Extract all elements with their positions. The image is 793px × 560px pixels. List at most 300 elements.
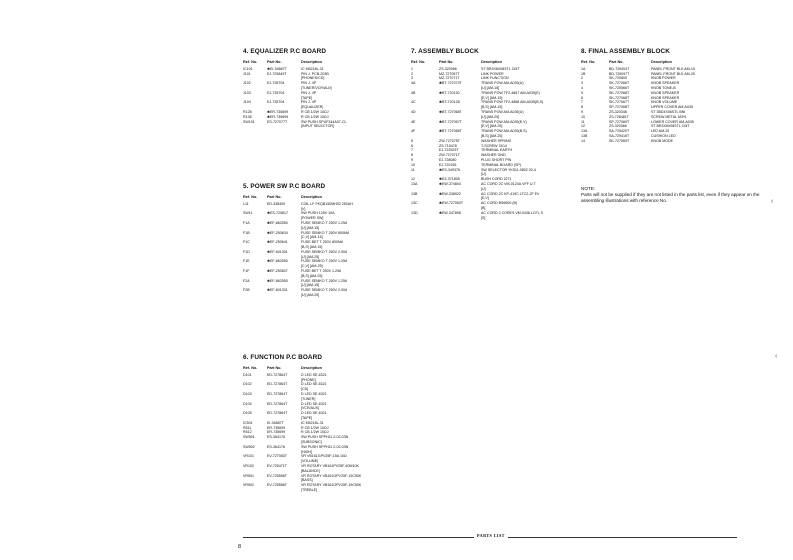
part-no: ZW-727075T: [439, 138, 460, 143]
part-no: SK-727068T: [609, 95, 630, 100]
table-row: [243, 435, 361, 445]
part-no: SK-727066T: [609, 81, 630, 86]
part-no: EV-725556T: [267, 483, 287, 488]
ref-no: 7: [581, 100, 583, 105]
scan-mark: ‹: [771, 198, 774, 205]
ref-no: 3: [581, 81, 583, 86]
description-line: R CB 1/2W 10ΩJ: [301, 430, 329, 435]
ref-no: 4A: [411, 81, 416, 86]
ref-no: 4C: [411, 100, 416, 105]
ref-no: F2B: [243, 288, 250, 293]
table-row: [411, 192, 543, 202]
description-line: KNOB SPEAKER: [651, 90, 680, 95]
footer-label: PARTS LIST: [474, 533, 508, 538]
description-line: SW PUSH SPPH11 2-02-03N: [301, 435, 349, 440]
table-row: [243, 91, 347, 101]
description-line: COIL LF FKQB150MH02 250UH: [301, 201, 353, 206]
ref-no: F1D: [243, 249, 250, 254]
table-row: [243, 259, 353, 269]
description-line: PIN J. 4P: [301, 81, 317, 86]
function-section: [243, 354, 361, 493]
description-line: [U]: [481, 186, 486, 191]
description-line: SW PUSH 125V 10A: [301, 211, 335, 216]
ref-no: SW502: [243, 444, 255, 449]
part-no: ✱EW-338922: [439, 191, 461, 196]
part-no: SK-727068T: [609, 90, 630, 95]
ref-no: J102: [243, 81, 251, 86]
table-row: [411, 168, 543, 178]
description: [301, 279, 347, 289]
description-line: [CD]: [301, 387, 309, 392]
ref-no: R128: [243, 109, 252, 114]
description: [301, 373, 327, 383]
description-line: [U] [AM-15]: [481, 85, 500, 90]
part-no: ✱ES-720817: [267, 211, 288, 216]
ref-no: 10: [411, 162, 415, 167]
col-ref-header: Ref. No.: [243, 195, 258, 199]
description-line: [B,S] [AM-25]: [481, 133, 503, 138]
description-line: CUSHION LED: [651, 133, 676, 138]
description-line: [BALANCE]: [301, 468, 320, 473]
description-line: [B,S] [AM-15]: [301, 244, 323, 249]
part-no: ED-727864T: [267, 391, 288, 396]
description-line: [TAPE]: [301, 415, 313, 420]
ref-no: 14: [581, 138, 585, 143]
description-line: VR ROTARY VB161GPV25F-15C50K: [301, 473, 362, 478]
part-no: SK-727067T: [609, 100, 630, 105]
description: [301, 202, 353, 212]
table-row: [243, 202, 353, 212]
part-no: ZS-320066: [609, 124, 627, 129]
part-no: ✱BT-727073T: [439, 81, 462, 86]
part-no: ✱EW-374804: [439, 181, 461, 186]
ref-no: 4B: [411, 90, 416, 95]
col-desc-header: Description: [301, 60, 322, 64]
description-line: [V]: [301, 206, 306, 211]
part-no: SK-725566T: [609, 85, 630, 90]
description-line: WASHER SPRING: [481, 138, 512, 143]
part-no: EV-727083T: [267, 454, 287, 459]
ref-no: 4E: [411, 119, 416, 124]
description-line: R CB 1/2W 10ΩJ: [301, 114, 329, 119]
table-row: [243, 288, 353, 298]
part-no: EJ-720155: [439, 162, 457, 167]
part-no: ✱EF-601301: [267, 249, 288, 254]
description-line: TERMINAL BOARD (SP): [481, 162, 522, 167]
col-part-header: Part No.: [267, 366, 282, 370]
description: [301, 211, 335, 221]
part-no: ✱EF-601301: [267, 288, 288, 293]
description-line: [TUNER/VCR/AUX]: [301, 85, 333, 90]
part-no: ✱EW-347898: [439, 210, 461, 215]
part-no: EI-34687T: [267, 420, 284, 425]
description-line: TRANS POW AM-A035(U): [481, 109, 524, 114]
ref-no: VR501: [243, 473, 254, 478]
description: [301, 411, 327, 421]
part-no: EV-725556T: [267, 473, 287, 478]
part-no: ✱BT-727067T: [439, 119, 462, 124]
ref-no: 11: [581, 119, 585, 124]
description-line: [E,V] [AM-25]: [481, 124, 503, 129]
description-line: [S]: [481, 215, 486, 220]
table-row: [243, 454, 361, 464]
description: [481, 182, 536, 192]
description-line: AC CORD 2 CORES VM-0436.LCFL S: [481, 210, 543, 215]
part-no: BD-729404T: [609, 66, 630, 71]
description-line: LINK POWER: [481, 71, 504, 76]
description-line: LINK FUNCTION: [481, 76, 509, 81]
note-block: [581, 186, 774, 205]
description-line: FUSE SEMKO T 250V 2.00A: [301, 288, 348, 293]
table-row: [243, 250, 353, 260]
table-row: [243, 474, 361, 484]
description: [481, 192, 539, 202]
description: [481, 211, 543, 221]
section-title: 4. EQUALIZER P.C BOARD: [243, 48, 327, 55]
col-desc-header: Description: [481, 60, 502, 64]
ref-no: VR502: [243, 483, 254, 488]
table-row: [243, 483, 361, 493]
ref-no: VR102: [243, 463, 254, 468]
ref-no: 2: [581, 76, 583, 81]
description: [301, 464, 359, 474]
description-line: PLUG SHORT PIN: [481, 157, 512, 162]
description-line: FUSE SEMKO T 250V 800MA: [301, 230, 350, 235]
description-line: [E,V]: [481, 196, 489, 201]
ref-no: F1F: [243, 268, 250, 273]
description-line: KNOB SPEAKER: [651, 95, 680, 100]
part-no: ✱EZ-371805: [439, 177, 460, 182]
description: [301, 445, 348, 455]
ref-no: 13B: [581, 133, 588, 138]
note-title: NOTE:: [581, 186, 596, 191]
ref-no: L11: [243, 201, 249, 206]
table-row: [243, 269, 353, 279]
ref-no: 11: [411, 167, 415, 172]
part-no: ✱ER-735699: [267, 109, 289, 114]
section-title: 8. FINAL ASSEMBLY BLOCK: [581, 48, 670, 55]
part-no: EJ-728080: [439, 157, 457, 162]
ref-no: D103: [243, 391, 252, 396]
table-row: [243, 72, 347, 82]
description: [301, 474, 361, 484]
ref-no: D102: [243, 382, 252, 387]
col-desc-header: Description: [301, 366, 322, 370]
ref-no: IC101: [243, 66, 253, 71]
page-number: 8: [238, 544, 242, 550]
description-line: AC CORD BS6500 (B): [481, 201, 518, 206]
description-line: [BASS]: [301, 478, 313, 483]
description: [301, 240, 343, 250]
part-no: EV-725471T: [267, 463, 287, 468]
description-line: [U] [AM-25]: [481, 114, 500, 119]
power-sw-section: [243, 183, 353, 298]
description-line: [C,V] [AM-25]: [301, 264, 323, 269]
description-line: TRANS POW AM-A035(E,V): [481, 119, 527, 124]
ref-no: 5: [581, 90, 583, 95]
part-no: ✱EF-662550: [267, 278, 288, 283]
table-row: [243, 221, 353, 231]
table-header: [581, 60, 695, 65]
ref-no: 7: [411, 148, 413, 153]
ref-no: 4D: [411, 109, 416, 114]
description-line: VR ROTARY VB161GPV25F-15C50K: [301, 483, 362, 488]
ref-no: R512: [243, 430, 252, 435]
table-row: [411, 81, 543, 91]
description-line: R CB 1/2W 10ΩJ: [301, 109, 329, 114]
table-row: [243, 445, 361, 455]
description-line: [C,V] [AM-15]: [301, 235, 323, 240]
part-no: SA-729420T: [609, 129, 630, 134]
description-line: [VCR/AUX]: [301, 406, 319, 411]
description-line: ST BR3X6X08STL CMT: [481, 66, 520, 71]
description-line: SW PUSH SPUF344A37-CL: [301, 119, 347, 124]
ref-no: 5: [411, 138, 413, 143]
ref-no: J104: [243, 100, 251, 105]
description: [301, 382, 327, 392]
description-line: D LED SE-6321: [301, 401, 327, 406]
part-no: SP-727069T: [609, 119, 630, 124]
ref-no: 1A: [581, 66, 586, 71]
part-no: EJ-735704: [267, 90, 285, 95]
ref-no: D101: [243, 372, 252, 377]
description: [301, 288, 347, 298]
description: [301, 120, 347, 130]
part-no: ZS-320348: [609, 109, 627, 114]
col-part-header: Part No.: [267, 195, 282, 199]
col-desc-header: Description: [651, 60, 672, 64]
part-no: ZS-320066: [439, 66, 457, 71]
description: [301, 221, 347, 231]
ref-no: 4: [581, 85, 583, 90]
ref-no: 13A: [581, 129, 588, 134]
part-no: MZ-727071T: [439, 76, 460, 81]
table-row: [243, 373, 361, 383]
section-title: 5. POWER SW P.C BOARD: [243, 183, 326, 190]
part-no: ✱BT-727066T: [439, 129, 462, 134]
part-no: ER-735699: [267, 430, 286, 435]
description-line: [B,S] [AM-25]: [301, 273, 323, 278]
part-no: ✱BT-720130: [439, 90, 460, 95]
ref-no: F2A: [243, 278, 250, 283]
part-no: ZS-715478: [439, 143, 457, 148]
table-row: [411, 129, 543, 139]
part-no: ED-727864T: [267, 372, 288, 377]
description: [481, 201, 517, 211]
part-no: ✱EF-250607: [267, 268, 288, 273]
table-row: [243, 411, 361, 421]
description: [651, 139, 673, 144]
part-no: ZS-728481T: [609, 114, 629, 119]
description-line: FUSE SEMKO T 250V 1.25A: [301, 278, 348, 283]
description-line: [VOLUME]: [301, 459, 319, 464]
description-line: LOWER COVER AM-A035: [651, 119, 694, 124]
ref-no: 13A: [411, 181, 418, 186]
part-no: ✱EF-662550: [267, 220, 288, 225]
ref-no: 10: [581, 114, 585, 119]
col-part-header: Part No.: [267, 60, 282, 64]
description: [481, 91, 540, 101]
ref-no: J101: [243, 71, 251, 76]
table-row: [243, 464, 361, 474]
ref-no: D104: [243, 401, 252, 406]
description-line: T-SCREW 3X14: [481, 143, 507, 148]
ref-no: IC501: [243, 420, 253, 425]
ref-no: 2: [411, 71, 413, 76]
description-line: FUSE BET T 250V 800MA: [301, 240, 344, 245]
description: [301, 483, 361, 493]
ref-no: 1: [411, 66, 413, 71]
description-line: D LED SE-6321: [301, 391, 327, 396]
description-line: R CB 1/2W 10ΩJ: [301, 425, 329, 430]
description-line: LED AM-25: [651, 129, 670, 134]
ref-no: SW11: [243, 211, 253, 216]
part-no: SP-727068T: [609, 105, 630, 110]
description-line: [TUNER]: [301, 396, 316, 401]
description-line: [U] [AM-15]: [301, 225, 320, 230]
description-line: PIN J. PCB-203B: [301, 71, 329, 76]
ref-no: VR101: [243, 454, 254, 459]
col-desc-header: Description: [301, 195, 322, 199]
description-line: IC M5218L-31: [301, 420, 324, 425]
description-line: [TAPE]: [301, 95, 313, 100]
ref-no: R511: [243, 425, 252, 430]
table-row: [411, 182, 543, 192]
description: [301, 91, 316, 101]
description-line: [B,S] [AM-15]: [481, 105, 503, 110]
part-no: BD-729097T: [609, 71, 630, 76]
part-no: ED-727864T: [267, 401, 288, 406]
table-header: [243, 60, 347, 65]
table-row: [243, 120, 347, 130]
description-line: IC M5218L-31: [301, 66, 324, 71]
description-line: AC CORD 2C VM-0124A.VFF U.T: [481, 181, 536, 186]
description-line: ST 3BD4X06STL BNI: [651, 109, 686, 114]
part-no: ✱EI-34687T: [267, 66, 287, 71]
description: [481, 100, 543, 110]
table-row: [243, 211, 353, 221]
table-row: [243, 402, 361, 412]
description-line: VR ROTARY VB161PV25F-40M10K: [301, 463, 359, 468]
description-line: PIN J. 4P: [301, 90, 317, 95]
description-line: PANEL FRONT BLK AM-15: [651, 66, 695, 71]
equalizer-section: [243, 48, 347, 129]
description: [301, 269, 341, 279]
table-row: [243, 231, 353, 241]
part-no: ✱ER-735699: [267, 114, 289, 119]
description-line: [SUBSONIC]: [301, 439, 322, 444]
description-line: FUSE SEMKO T 250V 1.25A: [301, 259, 348, 264]
table-row: [243, 382, 361, 392]
ref-no: 8: [581, 105, 583, 110]
table-row: [411, 211, 543, 221]
ref-no: SW101: [243, 119, 255, 124]
description-line: BUSH CORD 2271: [481, 177, 512, 182]
description-line: KNOB TONE-B: [651, 85, 676, 90]
description-line: [HIGH]: [301, 449, 312, 454]
description-line: WASHER GND: [481, 153, 506, 158]
description-line: KNOB MODE: [651, 138, 673, 143]
description-line: [POWER SW]: [301, 216, 324, 221]
table-row: [581, 139, 695, 144]
description: [301, 259, 347, 269]
description-line: [U]: [481, 172, 486, 177]
part-no: ES-364176: [267, 435, 285, 440]
col-ref-header: Ref. No.: [581, 60, 596, 64]
ref-no: 13B: [411, 191, 418, 196]
description-line: D LED SE-6321: [301, 382, 327, 387]
description-line: KNOB POWER: [651, 76, 676, 81]
description: [301, 81, 332, 91]
final-assembly-section: [581, 48, 695, 144]
description-line: [U] [AM-25]: [301, 254, 320, 259]
part-no: ✱EF-662550: [267, 259, 288, 264]
description-line: D LED SE-6321: [301, 411, 327, 416]
description-line: KNOB VOLUME: [651, 100, 678, 105]
section-title: 7. ASSEMBLY BLOCK: [411, 48, 479, 55]
ref-no: 3: [411, 76, 413, 81]
description: [481, 81, 524, 91]
col-ref-header: Ref. No.: [243, 366, 258, 370]
part-no: ZW-727071T: [439, 153, 460, 158]
part-no: EJ-735704: [267, 100, 285, 105]
description: [481, 129, 527, 139]
assembly-block-section: [411, 48, 543, 220]
note-text: Parts will not be supplied if they are not listed in the parts list, even if they appear on the assembling illustrations with reference No.: [581, 192, 760, 204]
ref-no: 8: [411, 153, 413, 158]
description: [481, 120, 527, 130]
part-no: ✱EW-727063T: [439, 201, 464, 206]
table-header: [243, 195, 353, 200]
part-no: ✱ES-349376: [439, 167, 460, 172]
part-no: ED-338409: [267, 201, 286, 206]
table-row: [411, 201, 543, 211]
description-line: PANEL FRONT BLK AM-25: [651, 71, 695, 76]
part-no: ED-727864T: [267, 411, 288, 416]
table-row: [243, 279, 353, 289]
part-no: ✱BT-727068T: [439, 109, 462, 114]
ref-no: D105: [243, 411, 252, 416]
description-line: [PHONES/CD]: [301, 76, 325, 81]
description-line: TRANS POW TF2-4868 AM-A035(B,S): [481, 100, 544, 105]
table-row: [243, 240, 353, 250]
ref-no: J103: [243, 90, 251, 95]
part-no: ✱BT-720128: [439, 100, 460, 105]
description-line: SCREW METAL M3*6: [651, 114, 687, 119]
ref-no: 4F: [411, 129, 416, 134]
description-line: TRANS POW AM-A035(B,S): [481, 129, 527, 134]
description: [481, 168, 536, 178]
col-ref-header: Ref. No.: [243, 60, 258, 64]
ref-no: SW501: [243, 435, 255, 440]
part-no: EJ-735704: [267, 81, 285, 86]
description-line: AC CORD 2C KP-419C.LTC2-2F EV: [481, 191, 540, 196]
ref-no: 6: [411, 143, 413, 148]
ref-no: 6: [581, 95, 583, 100]
description-line: FUSE SEMKO T 250V 2.00A: [301, 249, 348, 254]
description-line: TRANS POW AM-A035(U): [481, 81, 524, 86]
description: [301, 72, 329, 82]
table-row: [411, 110, 543, 120]
description: [301, 454, 347, 464]
table-row: [243, 81, 347, 91]
description-line: UPPER COVER AM-A035: [651, 105, 693, 110]
ref-no: 13D: [411, 210, 418, 215]
description-line: [PHONE]: [301, 377, 316, 382]
description-line: [U] [AM-25]: [301, 292, 320, 297]
description-line: [E,V] [AM-15]: [481, 95, 503, 100]
part-no: EJ-722529T: [439, 148, 459, 153]
